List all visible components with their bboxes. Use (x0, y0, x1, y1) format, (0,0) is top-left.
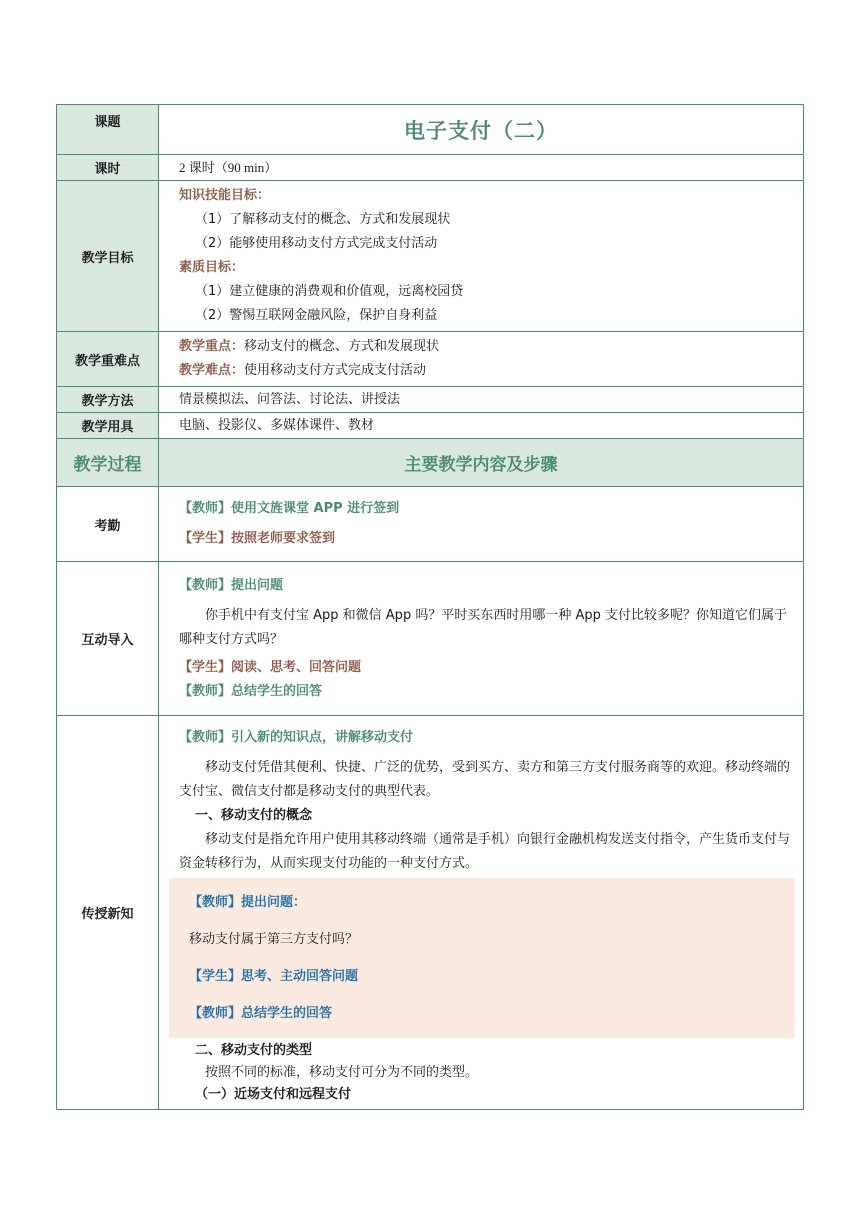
tools-label: 教学用具 (57, 413, 159, 439)
attendance-student: 【学生】按照老师要求签到 (179, 531, 336, 546)
discussion-box (169, 878, 795, 1038)
new-knowledge-para3: 按照不同的标准，移动支付可分为不同的类型。 (205, 1065, 479, 1080)
box-teacher-question: 【教师】提出问题： (189, 895, 307, 910)
objectives-label: 教学目标 (57, 181, 159, 332)
process-header-left: 教学过程 (57, 439, 159, 487)
intro-teacher-summary: 【教师】总结学生的回答 (179, 683, 323, 699)
hours-value: 2 课时（90 min） (179, 159, 278, 175)
difficult-point-value: 使用移动支付方式完成支付活动 (244, 363, 427, 378)
new-knowledge-para1: 移动支付凭借其便利、快捷、广泛的优势，受到买方、卖方和第三方支付服务商等的欢迎。移动终端的支付宝、微信支付都是移动支付的典型代表。 (179, 760, 791, 799)
section-heading-types: 二、移动支付的类型 (195, 1043, 313, 1058)
tools-value: 电脑、投影仪、多媒体课件、教材 (179, 417, 375, 433)
box-question-text: 移动支付属于第三方支付吗？ (189, 932, 359, 947)
section-heading-concept: 一、移动支付的概念 (195, 808, 313, 823)
new-knowledge-content (159, 716, 803, 1109)
key-points-content (159, 332, 803, 386)
methods-value: 情景模拟法、问答法、讨论法、讲授法 (179, 391, 401, 407)
knowledge-heading: 知识技能目标： (179, 188, 271, 203)
key-points-label: 教学重难点 (57, 332, 159, 387)
new-knowledge-label: 传授新知 (57, 716, 159, 1110)
box-teacher-summary: 【教师】总结学生的回答 (189, 1006, 333, 1021)
attendance-label: 考勤 (57, 487, 159, 562)
knowledge-item: （1）了解移动支付的概念、方式和发展现状 (195, 212, 451, 227)
lesson-title: 电子支付（二） (159, 105, 804, 155)
new-knowledge-teacher: 【教师】引入新的知识点，讲解移动支付 (179, 730, 414, 745)
subsection-heading: （一）近场支付和远程支付 (195, 1087, 352, 1102)
key-point-value: 移动支付的概念、方式和发展现状 (244, 339, 440, 354)
quality-heading: 素质目标： (179, 260, 245, 275)
intro-student: 【学生】阅读、思考、回答问题 (179, 659, 362, 675)
attendance-content (159, 491, 803, 557)
attendance-teacher: 【教师】使用文旌课堂 APP 进行签到 (179, 501, 400, 516)
difficult-point-label: 教学难点： (179, 363, 245, 378)
objectives-content (159, 181, 803, 331)
intro-question-text: 你手机中有支付宝 App 和微信 App 吗？平时买东西时用哪一种 App 支付比较多呢？你知道它们属于哪种支付方式吗？ (179, 607, 787, 647)
methods-label: 教学方法 (57, 387, 159, 413)
lesson-plan-table (56, 104, 804, 1110)
intro-teacher-question: 【教师】提出问题 (179, 577, 284, 593)
intro-content (159, 571, 803, 707)
knowledge-item: （2）能够使用移动支付方式完成支付活动 (195, 236, 438, 251)
quality-item: （2）警惕互联网金融风险，保护自身利益 (195, 308, 438, 323)
box-student: 【学生】思考、主动回答问题 (189, 969, 359, 984)
quality-item: （1）建立健康的消费观和价值观，远离校园贷 (195, 284, 464, 299)
key-point-label: 教学重点： (179, 339, 245, 354)
intro-label: 互动导入 (57, 562, 159, 716)
new-knowledge-para2: 移动支付是指允许用户使用其移动终端（通常是手机）向银行金融机构发送支付指令，产生货币支付与资金转移行为，从而实现支付功能的一种支付方式。 (179, 832, 791, 871)
hours-label: 课时 (57, 155, 159, 181)
topic-label: 课题 (57, 105, 159, 155)
process-header-right: 主要教学内容及步骤 (159, 439, 804, 487)
